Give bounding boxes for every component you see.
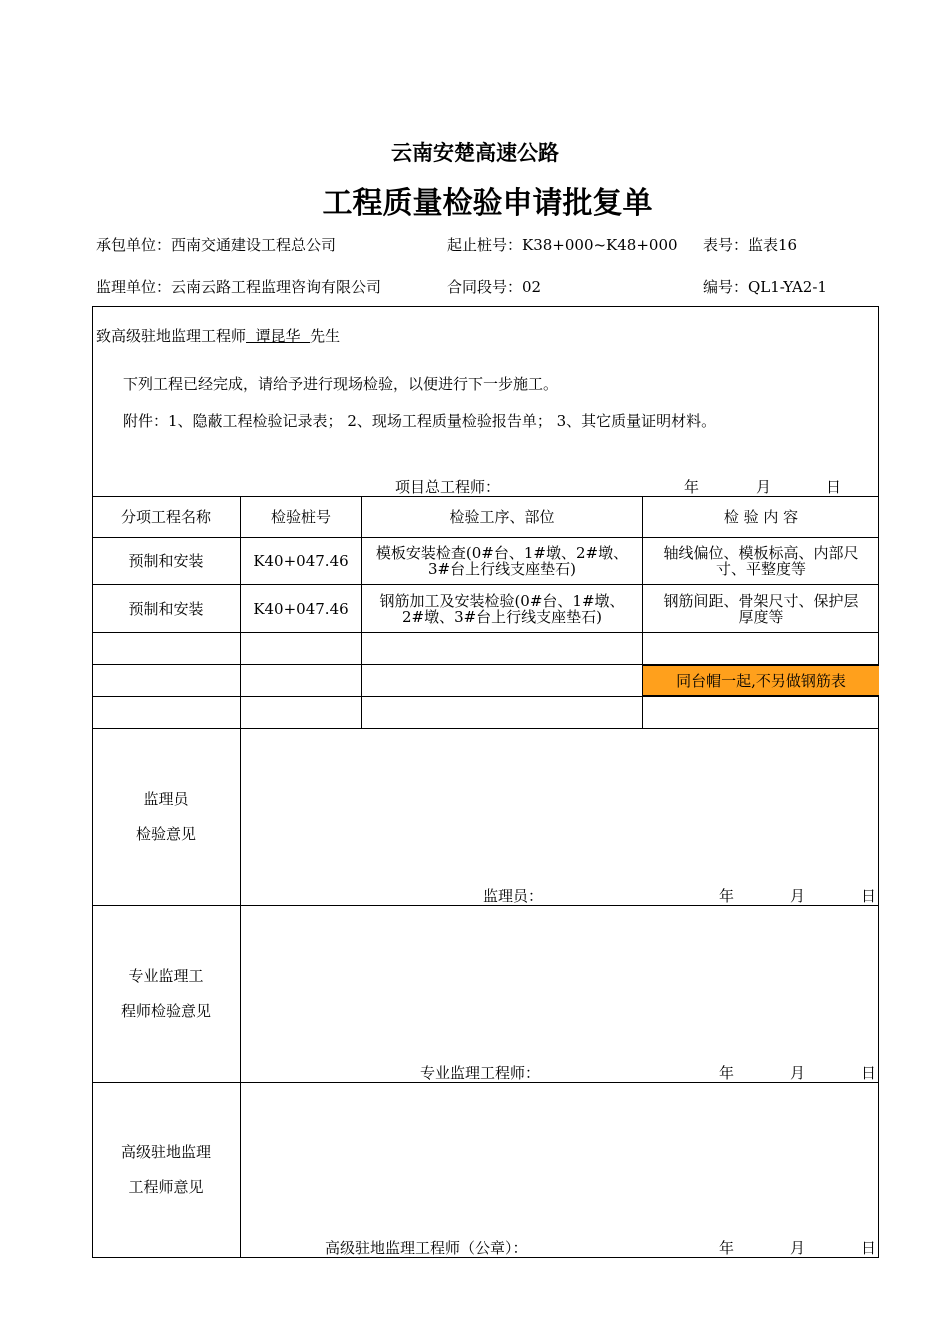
header-process: 检验工序、部位 [449,508,555,526]
opinion2-label-line1: 专业监理工 [128,967,204,985]
contract-section: 合同段号：02 [447,278,542,296]
opinion2-date-year: 年 [719,1064,735,1082]
rebar-note: 同台帽一起,不另做钢筋表 [676,671,846,690]
letter-date-year: 年 [684,478,700,496]
opinion3-date-day: 日 [861,1239,877,1257]
opinion2-label [92,959,240,1029]
row2-stake: K40+047.46 [253,599,349,618]
opinion3-date-month: 月 [790,1239,806,1257]
row2-content-line1: 钢筋间距、骨架尺寸、保护层 [663,591,859,610]
opinion2-signer: 专业监理工程师： [420,1064,541,1082]
row1-stake: K40+047.46 [253,552,349,570]
engineer-name: 谭昆华 [246,327,311,345]
row1-process-line2: 3#台上行线支座垫石) [428,560,576,578]
row1-item-name: 预制和安装 [128,552,204,570]
title-line1: 云南安楚高速公路 [391,141,559,165]
opinion1-date-month: 月 [790,887,806,905]
opinion3-label-line2: 工程师意见 [128,1178,204,1196]
row2-content-line2: 厚度等 [738,607,784,626]
opinion1-label [92,782,240,852]
letter-salutation [96,325,340,346]
title-line2: 工程质量检验申请批复单 [322,186,653,221]
letter-date-month: 月 [756,478,772,496]
project-engineer-label: 项目总工程师： [395,478,501,496]
supervisor-unit: 监理单位：云南云路工程监理咨询有限公司 [96,278,382,296]
letter-attachments: 附件：1、隐蔽工程检验记录表； 2、现场工程质量检验报告单； 3、其它质量证明材料。 [123,412,717,430]
opinion3-date-year: 年 [719,1239,735,1257]
opinion1-signer: 监理员： [483,887,544,905]
header-item-name: 分项工程名称 [120,508,211,526]
row2-process-line2: 2#墩、3#台上行线支座垫石) [401,607,603,626]
grid-line [92,696,879,697]
row1-process [362,538,642,584]
row1-content-line1: 轴线偏位、模板标高、内部尺 [663,544,859,562]
salutation-suffix: 先生 [310,327,341,345]
row1-content [643,538,879,584]
opinion2-date-day: 日 [861,1064,877,1082]
salutation-prefix: 致高级驻地监理工程师 [96,327,247,345]
contractor: 承包单位：西南交通建设工程总公司 [96,236,337,254]
opinion2-label-line2: 程师检验意见 [120,1002,211,1020]
row1-process-line1: 模板安装检查(0#台、1#墩、2#墩、 [375,544,629,562]
letter-body: 下列工程已经完成，请给予进行现场检验，以便进行下一步施工。 [123,375,559,393]
row1-content-line2: 寸、平整度等 [715,560,806,578]
opinion2-date-month: 月 [790,1064,806,1082]
grid-line [240,728,241,1258]
opinion3-label-line1: 高级驻地监理 [120,1143,211,1161]
form-number: 表号：监表16 [703,236,798,254]
header-content: 检 验 内 容 [723,508,799,526]
opinion1-label-line2: 检验意见 [135,825,196,843]
opinion1-date-day: 日 [861,887,877,905]
letter-date-day: 日 [826,478,842,496]
header-stake: 检验桩号 [270,508,331,526]
row2-process-line1: 钢筋加工及安装检验(0#台、1#墩、 [379,591,625,610]
opinion1-date-year: 年 [719,887,735,905]
row2-content [643,585,879,632]
serial-number: 编号：QL1-YA2-1 [703,278,827,296]
grid-line [92,728,879,729]
row2-process [362,585,642,632]
stake-range: 起止桩号：K38+000~K48+000 [447,236,678,254]
opinion3-signer: 高级驻地监理工程师（公章）： [325,1239,528,1257]
opinion1-label-line1: 监理员 [143,790,189,808]
opinion3-label [92,1135,240,1205]
grid-line [92,632,879,633]
row2-item-name: 预制和安装 [128,599,204,618]
